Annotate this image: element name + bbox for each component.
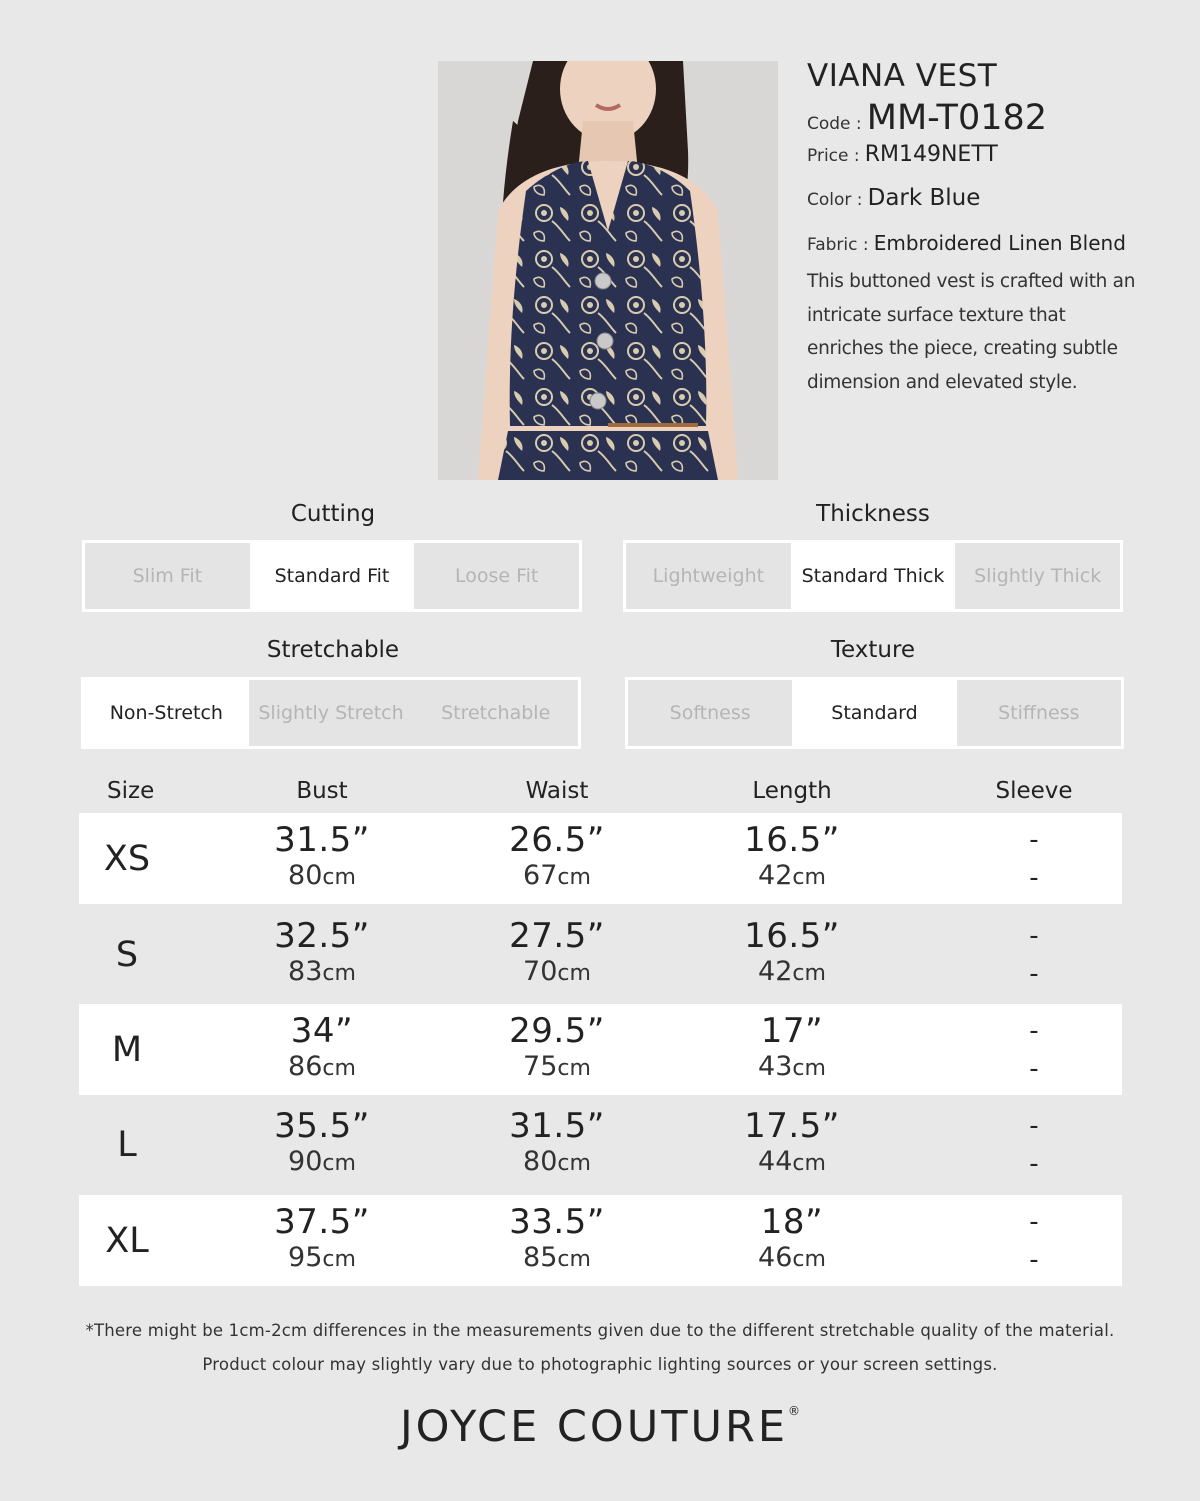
length-inches: 17”	[760, 1011, 824, 1051]
sleeve-cm	[924, 1145, 1144, 1183]
bust-cm-value: 95	[288, 1242, 323, 1273]
length-cm	[682, 859, 902, 895]
sleeve-cm-value: -	[1029, 959, 1039, 989]
length-cm-value: 43	[758, 1051, 793, 1082]
cutting-options	[82, 540, 582, 612]
bust-cell	[212, 1012, 432, 1086]
header-bust: Bust	[296, 778, 348, 804]
stretchable-option: Stretchable	[413, 680, 578, 746]
sleeve-cm	[924, 955, 1144, 993]
sleeve-inches: -	[1029, 1111, 1039, 1141]
stretchable-options	[81, 677, 581, 749]
sleeve-inches: -	[1029, 921, 1039, 951]
waist-cm	[447, 1050, 667, 1086]
header-sleeve: Sleeve	[995, 778, 1073, 804]
waist-cm-value: 75	[523, 1051, 558, 1082]
table-row	[79, 1004, 1122, 1095]
thickness-title: Thickness	[816, 501, 930, 527]
waist-cell	[447, 1107, 667, 1181]
waist-cm	[447, 859, 667, 895]
size-label: S	[115, 934, 139, 975]
cutting-title: Cutting	[290, 501, 376, 527]
cm-unit: cm	[557, 961, 591, 986]
bust-cm	[212, 1145, 432, 1181]
bust-cm	[212, 955, 432, 991]
bust-cell	[212, 821, 432, 895]
sleeve-cell	[924, 1107, 1144, 1183]
length-cm	[682, 1241, 902, 1277]
cm-unit: cm	[792, 961, 826, 986]
bust-cm	[212, 1050, 432, 1086]
product-photo	[438, 61, 778, 480]
cutting-option: Slim Fit	[85, 543, 250, 609]
texture-option: Softness	[628, 680, 792, 746]
price-label: Price :	[807, 146, 860, 166]
bust-inches: 31.5”	[274, 820, 370, 860]
sleeve-inches: -	[1029, 825, 1039, 855]
stretchable-option: Non-Stretch	[84, 680, 249, 746]
length-cm	[682, 1145, 902, 1181]
length-cell	[682, 1107, 902, 1181]
waist-cm-value: 70	[523, 956, 558, 987]
cm-unit: cm	[792, 1247, 826, 1272]
cm-unit: cm	[557, 1151, 591, 1176]
brand-name: JOYCE COUTURE	[399, 1402, 789, 1452]
waist-inches: 29.5”	[509, 1011, 605, 1051]
code-label: Code :	[807, 114, 862, 134]
size-label: XS	[103, 838, 151, 879]
table-row	[79, 1195, 1122, 1286]
cm-unit: cm	[322, 1056, 356, 1081]
sleeve-cm-value: -	[1029, 863, 1039, 893]
waist-inches: 31.5”	[509, 1106, 605, 1146]
bust-inches: 35.5”	[274, 1106, 370, 1146]
sleeve-cm	[924, 1241, 1144, 1279]
waist-cell	[447, 821, 667, 895]
cm-unit: cm	[557, 1056, 591, 1081]
length-cm	[682, 1050, 902, 1086]
cm-unit: cm	[792, 1151, 826, 1176]
sleeve-inches: -	[1029, 1016, 1039, 1046]
brand-logo	[0, 1402, 1200, 1452]
waist-cell	[447, 1203, 667, 1277]
waist-cell	[447, 917, 667, 991]
product-info	[807, 58, 1147, 399]
bust-cell	[212, 1203, 432, 1277]
product-price: RM149NETT	[864, 142, 998, 167]
length-cm-value: 42	[758, 956, 793, 987]
cm-unit: cm	[322, 961, 356, 986]
cm-unit: cm	[557, 865, 591, 890]
waist-cm	[447, 1241, 667, 1277]
length-cell	[682, 917, 902, 991]
bust-cm-value: 86	[288, 1051, 323, 1082]
bust-cm-value: 83	[288, 956, 323, 987]
bust-cm-value: 90	[288, 1146, 323, 1177]
product-color: Dark Blue	[867, 185, 981, 211]
texture-option: Standard	[792, 680, 956, 746]
length-cell	[682, 821, 902, 895]
length-cell	[682, 1203, 902, 1277]
waist-inches: 33.5”	[509, 1202, 605, 1242]
thickness-option: Standard Thick	[791, 543, 956, 609]
size-label: XL	[105, 1220, 149, 1261]
header-waist: Waist	[525, 778, 589, 804]
header-size: Size	[107, 778, 155, 804]
table-row	[79, 909, 1122, 1000]
header-length: Length	[752, 778, 832, 804]
bust-inches: 34”	[290, 1011, 354, 1051]
measurement-note: *There might be 1cm-2cm differences in the measurements given due to the different stretchable quality of the material.	[85, 1321, 1115, 1340]
length-cm-value: 44	[758, 1146, 793, 1177]
length-inches: 16.5”	[744, 916, 840, 956]
sleeve-cm	[924, 859, 1144, 897]
thickness-options	[623, 540, 1123, 612]
texture-option: Stiffness	[957, 680, 1121, 746]
waist-cm-value: 80	[523, 1146, 558, 1177]
registered-mark: ®	[788, 1404, 801, 1418]
cm-unit: cm	[792, 1056, 826, 1081]
product-fabric: Embroidered Linen Blend	[873, 231, 1126, 255]
length-inches: 16.5”	[744, 820, 840, 860]
waist-cell	[447, 1012, 667, 1086]
bust-cell	[212, 917, 432, 991]
cm-unit: cm	[322, 1151, 356, 1176]
bust-cm-value: 80	[288, 860, 323, 891]
length-cm-value: 46	[758, 1242, 793, 1273]
cm-unit: cm	[792, 865, 826, 890]
length-cell	[682, 1012, 902, 1086]
table-row	[79, 813, 1122, 904]
waist-cm-value: 67	[523, 860, 558, 891]
sleeve-cm-value: -	[1029, 1149, 1039, 1179]
fabric-label: Fabric :	[807, 235, 869, 255]
bust-cell	[212, 1107, 432, 1181]
waist-cm	[447, 1145, 667, 1181]
sleeve-cm-value: -	[1029, 1054, 1039, 1084]
sleeve-cell	[924, 917, 1144, 993]
colour-note: Product colour may slightly vary due to photographic lighting sources or your screen settings.	[202, 1355, 998, 1374]
waist-inches: 26.5”	[509, 820, 605, 860]
bust-cm	[212, 1241, 432, 1277]
cm-unit: cm	[557, 1247, 591, 1272]
length-cm-value: 42	[758, 860, 793, 891]
table-row	[79, 1099, 1122, 1190]
length-cm	[682, 955, 902, 991]
sleeve-cell	[924, 821, 1144, 897]
product-description: This buttoned vest is crafted with an intricate surface texture that enriches the piece, creating subtle dimension and elevated style.	[807, 271, 1136, 393]
sleeve-cm-value: -	[1029, 1245, 1039, 1275]
sleeve-cm	[924, 1050, 1144, 1088]
color-label: Color :	[807, 190, 863, 210]
sleeve-inches: -	[1029, 1207, 1039, 1237]
length-inches: 17.5”	[744, 1106, 840, 1146]
waist-cm	[447, 955, 667, 991]
sleeve-cell	[924, 1012, 1144, 1088]
thickness-option: Lightweight	[626, 543, 791, 609]
bust-inches: 32.5”	[274, 916, 370, 956]
product-name: VIANA VEST	[807, 58, 998, 94]
thickness-option: Slightly Thick	[955, 543, 1120, 609]
cutting-option: Loose Fit	[414, 543, 579, 609]
product-code: MM-T0182	[866, 98, 1048, 138]
bust-cm	[212, 859, 432, 895]
length-inches: 18”	[760, 1202, 824, 1242]
cm-unit: cm	[322, 865, 356, 890]
stretchable-option: Slightly Stretch	[249, 680, 414, 746]
texture-options	[625, 677, 1124, 749]
sleeve-cell	[924, 1203, 1144, 1279]
waist-cm-value: 85	[523, 1242, 558, 1273]
stretchable-title: Stretchable	[266, 637, 400, 663]
cutting-option: Standard Fit	[250, 543, 415, 609]
size-label: M	[111, 1029, 143, 1070]
size-label: L	[117, 1124, 137, 1165]
texture-title: Texture	[830, 637, 916, 663]
cm-unit: cm	[322, 1247, 356, 1272]
waist-inches: 27.5”	[509, 916, 605, 956]
bust-inches: 37.5”	[274, 1202, 370, 1242]
